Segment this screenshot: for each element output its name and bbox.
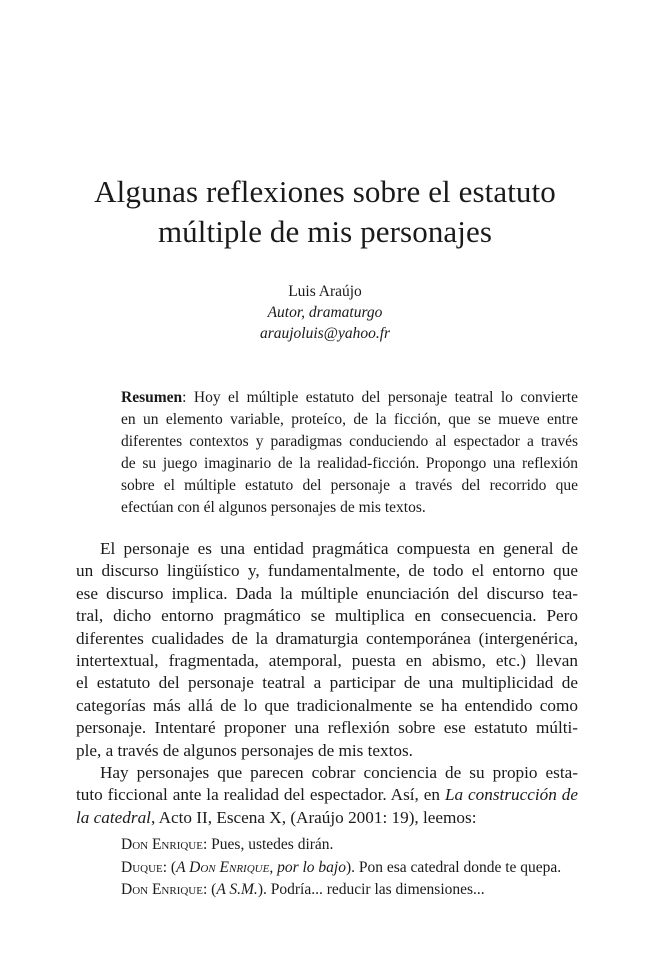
dialogue-line (121, 834, 591, 857)
speaker-name: Duque (121, 858, 163, 876)
body-line: intertextual, fragmentada, atemporal, puesta en abismo, etc.) llevan (76, 651, 578, 671)
dialogue-text: : ( (162, 858, 177, 876)
dialogue-quote (121, 834, 591, 902)
dialogue-line (121, 879, 591, 902)
dialogue-text: ). Podría... reducir las dimensiones... (257, 881, 485, 898)
body-line: El personaje es una entidad pragmática compuesta en general de (100, 539, 578, 558)
body-line-text: , Acto II, Escena X, (Araújo 2001: 19), leemos: (150, 807, 477, 827)
speaker-name: Don Enrique (121, 881, 203, 898)
abstract-label: Resumen (121, 389, 183, 406)
stage-direction (176, 859, 346, 876)
body-line: Hay personajes que parecen cobrar conciencia de su propio esta- (100, 763, 578, 783)
dialogue-text: ). Pon esa catedral donde te quepa. (345, 858, 562, 876)
body-line-text: tuto ficcional ante la realidad del espectador. Así, en (76, 785, 445, 805)
abstract-line: efectúan con él algunos personajes de mis textos. (121, 499, 426, 516)
stage-direction-name: Don Enrique (189, 858, 270, 876)
stage-direction-text: A (176, 858, 190, 876)
dialogue-text: : ( (202, 881, 217, 898)
play-title: La construcción de (444, 785, 578, 805)
body-line: ese discurso implica. Dada la múltiple enunciación del discurso tea- (76, 583, 578, 603)
body-line: tral, dicho entorno pragmático se multiplica en consecuencia. Pero (76, 606, 578, 626)
body-line (76, 807, 578, 829)
body-line: personaje. Intentaré proponer una reflexión sobre ese estatuto múlti- (76, 718, 578, 738)
speaker-name: Don Enrique (121, 836, 203, 853)
title-line-1: Algunas reflexiones sobre el estatuto (94, 174, 556, 209)
abstract (121, 387, 578, 519)
abstract-line (121, 387, 578, 409)
body-text (76, 538, 578, 829)
body-line: el estatuto del personaje teatral a participar de una multiplicidad de (76, 673, 578, 693)
play-title: la catedral (76, 807, 151, 827)
abstract-first-line-text: : Hoy el múltiple estatuto del personaje teatral lo convierte (182, 389, 578, 406)
body-line: categorías más allá de lo que tradicionalmente se ha entendido como (76, 695, 578, 715)
abstract-line: en un elemento variable, proteíco, de la ficción, que se mueve entre (121, 411, 578, 428)
author-name: Luis Araújo (288, 283, 362, 300)
dialogue-line (121, 857, 591, 880)
article-title (60, 172, 590, 252)
abstract-line: diferentes contextos y paradigmas conduciendo al espectador a través (121, 433, 578, 450)
abstract-line: sobre el múltiple estatuto del personaje a través del recorrido que (121, 477, 578, 494)
author-block (0, 281, 650, 344)
stage-direction-text: , por lo bajo (269, 858, 346, 876)
author-role: Autor, dramaturgo (267, 304, 383, 321)
stage-direction: A S.M. (216, 881, 258, 898)
title-line-2: múltiple de mis personajes (157, 214, 493, 249)
body-line: un discurso lingüístico y, fundamentalmente, de todo el entorno que (76, 561, 578, 581)
body-line: ple, a través de algunos personajes de mis textos. (76, 740, 413, 760)
author-email: araujoluis@yahoo.fr (259, 325, 391, 342)
body-line (76, 784, 578, 806)
abstract-line: de su juego imaginario de la realidad-ficción. Propongo una reflexión (121, 455, 578, 472)
dialogue-text: : Pues, ustedes dirán. (202, 836, 334, 853)
body-line: diferentes cualidades de la dramaturgia contemporánea (intergenérica, (76, 628, 578, 648)
